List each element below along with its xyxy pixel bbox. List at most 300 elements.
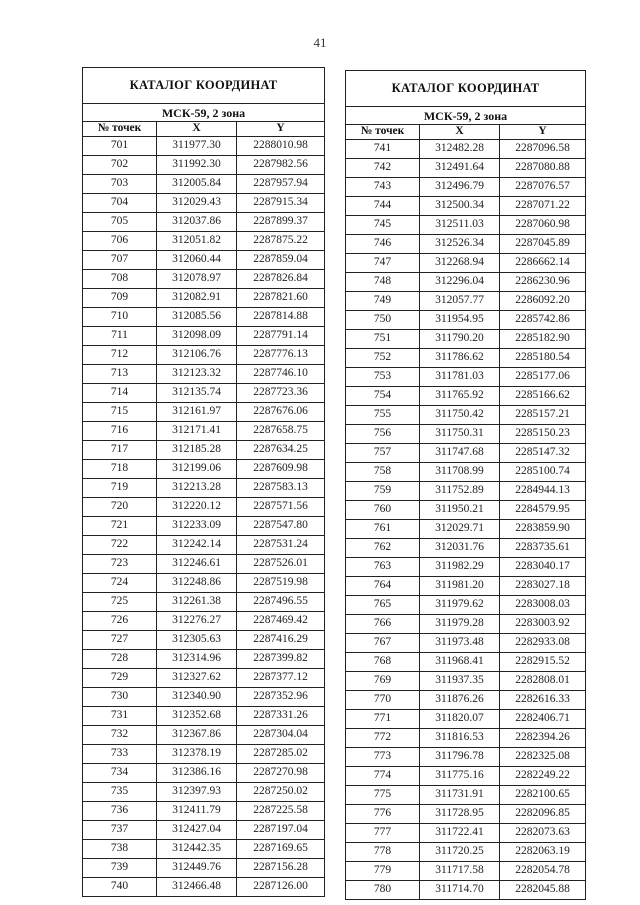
point-number-cell: 774 — [346, 767, 420, 786]
point-number-cell: 752 — [346, 349, 420, 368]
point-number-cell: 780 — [346, 881, 420, 900]
table-row — [346, 482, 586, 501]
table-row — [83, 688, 325, 707]
y-coordinate-cell: 2282096.85 — [500, 805, 586, 824]
x-coordinate-cell: 311954.95 — [420, 311, 500, 330]
point-number-cell: 765 — [346, 596, 420, 615]
x-coordinate-cell: 312442.35 — [157, 840, 237, 859]
table-row — [83, 593, 325, 612]
x-coordinate-cell: 312037.86 — [157, 213, 237, 232]
y-coordinate-cell: 2283735.61 — [500, 539, 586, 558]
point-number-cell: 771 — [346, 710, 420, 729]
point-number-cell: 740 — [83, 878, 157, 897]
column-header-y: Y — [500, 125, 586, 140]
y-coordinate-cell: 2287676.06 — [237, 403, 325, 422]
x-coordinate-cell: 312161.97 — [157, 403, 237, 422]
table-row — [83, 802, 325, 821]
point-number-cell: 758 — [346, 463, 420, 482]
y-coordinate-cell: 2282933.08 — [500, 634, 586, 653]
point-number-cell: 748 — [346, 273, 420, 292]
x-coordinate-cell: 311816.53 — [420, 729, 500, 748]
x-coordinate-cell: 312449.76 — [157, 859, 237, 878]
y-coordinate-cell: 2287270.98 — [237, 764, 325, 783]
y-coordinate-cell: 2283003.92 — [500, 615, 586, 634]
point-number-cell: 768 — [346, 653, 420, 672]
x-coordinate-cell: 311714.70 — [420, 881, 500, 900]
point-number-cell: 723 — [83, 555, 157, 574]
point-number-cell: 736 — [83, 802, 157, 821]
point-number-cell: 704 — [83, 194, 157, 213]
y-coordinate-cell: 2287285.02 — [237, 745, 325, 764]
x-coordinate-cell: 312276.27 — [157, 612, 237, 631]
x-coordinate-cell: 311979.62 — [420, 596, 500, 615]
table-row — [83, 498, 325, 517]
y-coordinate-cell: 2282325.08 — [500, 748, 586, 767]
point-number-cell: 701 — [83, 137, 157, 156]
x-coordinate-cell: 312242.14 — [157, 536, 237, 555]
y-coordinate-cell: 2285147.32 — [500, 444, 586, 463]
table-row — [83, 327, 325, 346]
y-coordinate-cell: 2283027.18 — [500, 577, 586, 596]
point-number-cell: 737 — [83, 821, 157, 840]
table-row — [83, 346, 325, 365]
table-row — [346, 292, 586, 311]
x-coordinate-cell: 312268.94 — [420, 254, 500, 273]
x-coordinate-cell: 311786.62 — [420, 349, 500, 368]
x-coordinate-cell: 312367.86 — [157, 726, 237, 745]
y-coordinate-cell: 2287352.96 — [237, 688, 325, 707]
y-coordinate-cell: 2286092.20 — [500, 292, 586, 311]
point-number-cell: 769 — [346, 672, 420, 691]
x-coordinate-cell: 312526.34 — [420, 235, 500, 254]
x-coordinate-cell: 311775.16 — [420, 767, 500, 786]
y-coordinate-cell: 2287526.01 — [237, 555, 325, 574]
y-coordinate-cell: 2282915.52 — [500, 653, 586, 672]
y-coordinate-cell: 2287658.75 — [237, 422, 325, 441]
point-number-cell: 710 — [83, 308, 157, 327]
page-number: 41 — [313, 35, 327, 50]
x-coordinate-cell: 311781.03 — [420, 368, 500, 387]
y-coordinate-cell: 2287096.58 — [500, 140, 586, 159]
x-coordinate-cell: 312378.19 — [157, 745, 237, 764]
point-number-cell: 712 — [83, 346, 157, 365]
x-coordinate-cell: 312082.91 — [157, 289, 237, 308]
table-row — [346, 159, 586, 178]
x-coordinate-cell: 311968.41 — [420, 653, 500, 672]
table-row — [346, 824, 586, 843]
point-number-cell: 770 — [346, 691, 420, 710]
point-number-cell: 777 — [346, 824, 420, 843]
point-number-cell: 744 — [346, 197, 420, 216]
x-coordinate-cell: 312135.74 — [157, 384, 237, 403]
y-coordinate-cell: 2287746.10 — [237, 365, 325, 384]
point-number-cell: 779 — [346, 862, 420, 881]
y-coordinate-cell: 2287957.94 — [237, 175, 325, 194]
x-coordinate-cell: 311973.48 — [420, 634, 500, 653]
x-coordinate-cell: 311708.99 — [420, 463, 500, 482]
point-number-cell: 722 — [83, 536, 157, 555]
y-coordinate-cell: 2287634.25 — [237, 441, 325, 460]
table-row — [83, 460, 325, 479]
table-row — [83, 289, 325, 308]
table-row — [346, 653, 586, 672]
catalog-title: КАТАЛОГ КООРДИНАТ — [83, 68, 325, 104]
point-number-cell: 729 — [83, 669, 157, 688]
table-row — [346, 330, 586, 349]
y-coordinate-cell: 2284944.13 — [500, 482, 586, 501]
point-number-cell: 778 — [346, 843, 420, 862]
x-coordinate-cell: 312051.82 — [157, 232, 237, 251]
point-number-cell: 705 — [83, 213, 157, 232]
point-number-cell: 711 — [83, 327, 157, 346]
table-row — [346, 216, 586, 235]
x-coordinate-cell: 311750.42 — [420, 406, 500, 425]
point-number-cell: 720 — [83, 498, 157, 517]
x-coordinate-cell: 312427.04 — [157, 821, 237, 840]
y-coordinate-cell: 2287225.58 — [237, 802, 325, 821]
table-row — [346, 425, 586, 444]
y-coordinate-cell: 2283040.17 — [500, 558, 586, 577]
table-row — [83, 517, 325, 536]
x-coordinate-cell: 312098.09 — [157, 327, 237, 346]
table-row — [83, 859, 325, 878]
table-row — [346, 235, 586, 254]
point-number-cell: 725 — [83, 593, 157, 612]
y-coordinate-cell: 2283008.03 — [500, 596, 586, 615]
table-row — [83, 726, 325, 745]
table-row — [346, 843, 586, 862]
y-coordinate-cell: 2287416.29 — [237, 631, 325, 650]
table-row — [83, 555, 325, 574]
table-row — [83, 479, 325, 498]
table-row — [346, 558, 586, 577]
catalog-title: КАТАЛОГ КООРДИНАТ — [346, 71, 586, 107]
table-row — [83, 707, 325, 726]
point-number-cell: 759 — [346, 482, 420, 501]
point-number-cell: 713 — [83, 365, 157, 384]
x-coordinate-cell: 312397.93 — [157, 783, 237, 802]
x-coordinate-cell: 312500.34 — [420, 197, 500, 216]
table-row — [346, 349, 586, 368]
x-coordinate-cell: 311876.26 — [420, 691, 500, 710]
table-row — [346, 805, 586, 824]
y-coordinate-cell: 2287814.88 — [237, 308, 325, 327]
x-coordinate-cell: 312060.44 — [157, 251, 237, 270]
y-coordinate-cell: 2287304.04 — [237, 726, 325, 745]
x-coordinate-cell: 311717.58 — [420, 862, 500, 881]
x-coordinate-cell: 312123.32 — [157, 365, 237, 384]
y-coordinate-cell: 2282054.78 — [500, 862, 586, 881]
y-coordinate-cell: 2287156.28 — [237, 859, 325, 878]
x-coordinate-cell: 311950.21 — [420, 501, 500, 520]
y-coordinate-cell: 2282808.01 — [500, 672, 586, 691]
table-row — [346, 672, 586, 691]
table-row — [83, 783, 325, 802]
x-coordinate-cell: 312296.04 — [420, 273, 500, 292]
y-coordinate-cell: 2287071.22 — [500, 197, 586, 216]
x-coordinate-cell: 312261.38 — [157, 593, 237, 612]
point-number-cell: 756 — [346, 425, 420, 444]
point-number-cell: 745 — [346, 216, 420, 235]
y-coordinate-cell: 2282616.33 — [500, 691, 586, 710]
table-row — [346, 615, 586, 634]
y-coordinate-cell: 2287821.60 — [237, 289, 325, 308]
x-coordinate-cell: 312029.71 — [420, 520, 500, 539]
x-coordinate-cell: 311765.92 — [420, 387, 500, 406]
x-coordinate-cell: 312248.86 — [157, 574, 237, 593]
table-row — [83, 669, 325, 688]
y-coordinate-cell: 2285742.86 — [500, 311, 586, 330]
y-coordinate-cell: 2287377.12 — [237, 669, 325, 688]
x-coordinate-cell: 312482.28 — [420, 140, 500, 159]
point-number-cell: 734 — [83, 764, 157, 783]
y-coordinate-cell: 2287609.98 — [237, 460, 325, 479]
table-row — [83, 422, 325, 441]
table-row — [83, 840, 325, 859]
y-coordinate-cell: 2287496.55 — [237, 593, 325, 612]
point-number-cell: 709 — [83, 289, 157, 308]
x-coordinate-cell: 312031.76 — [420, 539, 500, 558]
point-number-cell: 733 — [83, 745, 157, 764]
point-number-cell: 717 — [83, 441, 157, 460]
x-coordinate-cell: 311992.30 — [157, 156, 237, 175]
point-number-cell: 727 — [83, 631, 157, 650]
table-row — [83, 878, 325, 897]
y-coordinate-cell: 2287875.22 — [237, 232, 325, 251]
x-coordinate-cell: 312246.61 — [157, 555, 237, 574]
point-number-cell: 719 — [83, 479, 157, 498]
y-coordinate-cell: 2282394.26 — [500, 729, 586, 748]
y-coordinate-cell: 2285177.06 — [500, 368, 586, 387]
y-coordinate-cell: 2287399.82 — [237, 650, 325, 669]
point-number-cell: 761 — [346, 520, 420, 539]
table-row — [83, 764, 325, 783]
x-coordinate-cell: 312511.03 — [420, 216, 500, 235]
y-coordinate-cell: 2287519.98 — [237, 574, 325, 593]
y-coordinate-cell: 2282045.88 — [500, 881, 586, 900]
table-row — [83, 650, 325, 669]
x-coordinate-cell: 312340.90 — [157, 688, 237, 707]
point-number-cell: 764 — [346, 577, 420, 596]
x-coordinate-cell: 311979.28 — [420, 615, 500, 634]
y-coordinate-cell: 2285182.90 — [500, 330, 586, 349]
y-coordinate-cell: 2287547.80 — [237, 517, 325, 536]
point-number-cell: 754 — [346, 387, 420, 406]
x-coordinate-cell: 311977.30 — [157, 137, 237, 156]
table-row — [346, 520, 586, 539]
point-number-cell: 718 — [83, 460, 157, 479]
point-number-cell: 750 — [346, 311, 420, 330]
y-coordinate-cell: 2287080.88 — [500, 159, 586, 178]
y-coordinate-cell: 2287076.57 — [500, 178, 586, 197]
point-number-cell: 708 — [83, 270, 157, 289]
table-row — [346, 862, 586, 881]
table-row — [83, 308, 325, 327]
x-coordinate-cell: 311820.07 — [420, 710, 500, 729]
coordinate-catalog-left — [82, 67, 325, 897]
point-number-cell: 738 — [83, 840, 157, 859]
table-row — [346, 691, 586, 710]
point-number-cell: 716 — [83, 422, 157, 441]
point-number-cell: 746 — [346, 235, 420, 254]
point-number-cell: 726 — [83, 612, 157, 631]
x-coordinate-cell: 312220.12 — [157, 498, 237, 517]
x-coordinate-cell: 312352.68 — [157, 707, 237, 726]
table-row — [346, 368, 586, 387]
point-number-cell: 724 — [83, 574, 157, 593]
table-row — [346, 881, 586, 900]
x-coordinate-cell: 312411.79 — [157, 802, 237, 821]
x-coordinate-cell: 311796.78 — [420, 748, 500, 767]
coordinate-system-label: МСК-59, 2 зона — [346, 107, 586, 125]
point-number-cell: 753 — [346, 368, 420, 387]
table-row — [83, 441, 325, 460]
column-header-point-number: № точек — [346, 125, 420, 140]
x-coordinate-cell: 312171.41 — [157, 422, 237, 441]
coordinate-catalog-right — [345, 70, 586, 900]
table-row — [83, 270, 325, 289]
point-number-cell: 749 — [346, 292, 420, 311]
table-row — [346, 178, 586, 197]
y-coordinate-cell: 2282100.65 — [500, 786, 586, 805]
point-number-cell: 715 — [83, 403, 157, 422]
point-number-cell: 741 — [346, 140, 420, 159]
x-coordinate-cell: 312327.62 — [157, 669, 237, 688]
y-coordinate-cell: 2287197.04 — [237, 821, 325, 840]
x-coordinate-cell: 311731.91 — [420, 786, 500, 805]
x-coordinate-cell: 312078.97 — [157, 270, 237, 289]
y-coordinate-cell: 2287469.42 — [237, 612, 325, 631]
point-number-cell: 742 — [346, 159, 420, 178]
table-row — [83, 213, 325, 232]
point-number-cell: 762 — [346, 539, 420, 558]
y-coordinate-cell: 2286230.96 — [500, 273, 586, 292]
x-coordinate-cell: 311790.20 — [420, 330, 500, 349]
table-row — [83, 745, 325, 764]
y-coordinate-cell: 2287126.00 — [237, 878, 325, 897]
column-header-y: Y — [237, 122, 325, 137]
y-coordinate-cell: 2285150.23 — [500, 425, 586, 444]
y-coordinate-cell: 2287915.34 — [237, 194, 325, 213]
point-number-cell: 703 — [83, 175, 157, 194]
point-number-cell: 731 — [83, 707, 157, 726]
table-row — [346, 197, 586, 216]
x-coordinate-cell: 312496.79 — [420, 178, 500, 197]
x-coordinate-cell: 311722.41 — [420, 824, 500, 843]
point-number-cell: 772 — [346, 729, 420, 748]
point-number-cell: 730 — [83, 688, 157, 707]
y-coordinate-cell: 2283859.90 — [500, 520, 586, 539]
y-coordinate-cell: 2285180.54 — [500, 349, 586, 368]
table-row — [346, 729, 586, 748]
y-coordinate-cell: 2288010.98 — [237, 137, 325, 156]
table-row — [346, 767, 586, 786]
y-coordinate-cell: 2287859.04 — [237, 251, 325, 270]
y-coordinate-cell: 2287571.56 — [237, 498, 325, 517]
table-row — [346, 539, 586, 558]
table-row — [83, 175, 325, 194]
y-coordinate-cell: 2285166.62 — [500, 387, 586, 406]
table-row — [83, 403, 325, 422]
y-coordinate-cell: 2282063.19 — [500, 843, 586, 862]
y-coordinate-cell: 2285100.74 — [500, 463, 586, 482]
x-coordinate-cell: 312106.76 — [157, 346, 237, 365]
table-row — [346, 311, 586, 330]
table-row — [83, 156, 325, 175]
table-row — [83, 631, 325, 650]
coordinate-system-label: МСК-59, 2 зона — [83, 104, 325, 122]
table-row — [83, 365, 325, 384]
column-header-x: X — [420, 125, 500, 140]
y-coordinate-cell: 2287045.89 — [500, 235, 586, 254]
y-coordinate-cell: 2287060.98 — [500, 216, 586, 235]
point-number-cell: 721 — [83, 517, 157, 536]
table-row — [346, 387, 586, 406]
table-row — [346, 444, 586, 463]
point-number-cell: 766 — [346, 615, 420, 634]
table-row — [83, 384, 325, 403]
y-coordinate-cell: 2287826.84 — [237, 270, 325, 289]
x-coordinate-cell: 312185.28 — [157, 441, 237, 460]
y-coordinate-cell: 2287583.13 — [237, 479, 325, 498]
y-coordinate-cell: 2285157.21 — [500, 406, 586, 425]
point-number-cell: 735 — [83, 783, 157, 802]
x-coordinate-cell: 312199.06 — [157, 460, 237, 479]
x-coordinate-cell: 312305.63 — [157, 631, 237, 650]
y-coordinate-cell: 2282073.63 — [500, 824, 586, 843]
point-number-cell: 706 — [83, 232, 157, 251]
x-coordinate-cell: 312491.64 — [420, 159, 500, 178]
table-row — [346, 786, 586, 805]
point-number-cell: 747 — [346, 254, 420, 273]
column-header-point-number: № точек — [83, 122, 157, 137]
point-number-cell: 763 — [346, 558, 420, 577]
x-coordinate-cell: 312233.09 — [157, 517, 237, 536]
y-coordinate-cell: 2287776.13 — [237, 346, 325, 365]
table-row — [83, 821, 325, 840]
point-number-cell: 739 — [83, 859, 157, 878]
y-coordinate-cell: 2282406.71 — [500, 710, 586, 729]
table-row — [83, 574, 325, 593]
table-row — [346, 463, 586, 482]
point-number-cell: 775 — [346, 786, 420, 805]
table-row — [346, 140, 586, 159]
y-coordinate-cell: 2287899.37 — [237, 213, 325, 232]
x-coordinate-cell: 311937.35 — [420, 672, 500, 691]
y-coordinate-cell: 2286662.14 — [500, 254, 586, 273]
table-row — [346, 577, 586, 596]
y-coordinate-cell: 2287982.56 — [237, 156, 325, 175]
table-row — [346, 634, 586, 653]
point-number-cell: 767 — [346, 634, 420, 653]
y-coordinate-cell: 2287531.24 — [237, 536, 325, 555]
x-coordinate-cell: 312213.28 — [157, 479, 237, 498]
y-coordinate-cell: 2287169.65 — [237, 840, 325, 859]
point-number-cell: 755 — [346, 406, 420, 425]
x-coordinate-cell: 311752.89 — [420, 482, 500, 501]
table-row — [346, 596, 586, 615]
point-number-cell: 702 — [83, 156, 157, 175]
x-coordinate-cell: 312085.56 — [157, 308, 237, 327]
x-coordinate-cell: 311728.95 — [420, 805, 500, 824]
x-coordinate-cell: 312029.43 — [157, 194, 237, 213]
x-coordinate-cell: 312005.84 — [157, 175, 237, 194]
y-coordinate-cell: 2287250.02 — [237, 783, 325, 802]
y-coordinate-cell: 2287723.36 — [237, 384, 325, 403]
table-row — [83, 536, 325, 555]
table-row — [346, 748, 586, 767]
table-row — [346, 406, 586, 425]
